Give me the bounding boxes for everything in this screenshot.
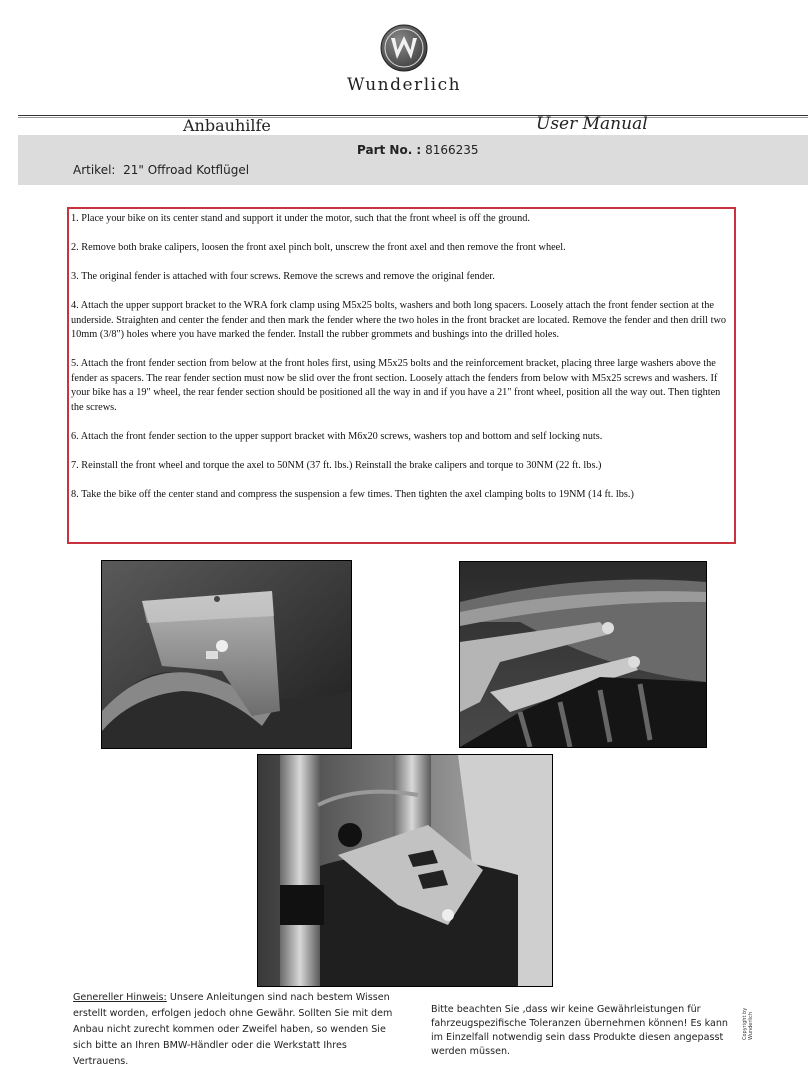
photo-support-bracket (101, 560, 352, 749)
part-number (357, 143, 479, 157)
header-rule-secondary (18, 117, 808, 118)
brand-name: Wunderlich (346, 75, 462, 95)
copyright-note: Copyright by Wunderlich (742, 1007, 754, 1040)
step-5: 5. Attach the front fender section from below at the front holes first, using M5x25 bolts and the reinforcement bracket, placing three large washers above the fender as spacers. The rear fender section must now be slid over the front section. Loosely attach the fenders from below with M5x25 screws and washers. If your bike has a 19" wheel, the rear fender section should be positioned all the way in and if you have a 21" front wheel, position all the way out. Then tighten the screws. (71, 358, 721, 413)
general-notice (73, 990, 393, 1070)
header-rule (18, 115, 808, 116)
step-1: 1. Place your bike on its center stand and support it under the motor, such that the front wheel is off the ground. (71, 213, 530, 224)
photo-front-bracket (459, 561, 707, 748)
general-notice-text: Unsere Anleitungen sind nach bestem Wissen erstellt worden, erfolgen jedoch ohne Gewähr. Sollten Sie mit dem Anbau nicht zurecht kommen oder Zweifel haben, so wenden Sie sich bitte an Ihren BMW-Händler oder die Werkstatt Ihres Vertrauens. (73, 992, 393, 1067)
step-7: 7. Reinstall the front wheel and torque the axel to 50NM (37 ft. lbs.) Reinstall the brake calipers and torque to 30NM (22 ft. lbs.) (71, 459, 602, 471)
title-right: User Manual (536, 114, 648, 134)
instructions-box (67, 207, 736, 544)
step-3: 3. The original fender is attached with four screws. Remove the screws and remove the original fender. (71, 271, 495, 282)
step-6: 6. Attach the front fender section to the upper support bracket with M6x20 screws, washers top and bottom and self locking nuts. (71, 430, 603, 442)
wunderlich-logo (380, 24, 428, 72)
step-8: 8. Take the bike off the center stand and compress the suspension a few times. Then tighten the axel clamping bolts to 19NM (14 ft. lbs.) (71, 488, 634, 500)
part-number-label: Part No. : (357, 143, 422, 157)
article (73, 163, 249, 177)
step-2: 2. Remove both brake calipers, loosen the front axel pinch bolt, unscrew the front axel and then remove the front wheel. (71, 242, 566, 253)
article-label: Artikel: (73, 163, 116, 177)
title-left: Anbauhilfe (183, 116, 271, 135)
photo-installed-fender (257, 754, 553, 987)
article-value: 21" Offroad Kotflügel (123, 163, 250, 177)
tolerance-disclaimer: Bitte beachten Sie ‚dass wir keine Gewährleistungen für fahrzeugspezifische Toleranzen übernehmen können! Es kann im Einzelfall notwendig sein dass Produkte diesen angepasst werden müssen. (431, 1004, 729, 1057)
step-4: 4. Attach the upper support bracket to the WRA fork clamp using M5x25 bolts, washers and both long spacers. Loosely attach the front fender section at the underside. Straighten and center the fender and then mark the fender where the two holes in the front bracket are located. Remove the fender and then drill two 10mm (3/8") holes where you have marked the fender. Install the rubber grommets and bushings into the drilled holes. (71, 300, 727, 340)
part-number-value: 8166235 (425, 143, 479, 157)
general-notice-label: Genereller Hinweis: (73, 992, 167, 1003)
